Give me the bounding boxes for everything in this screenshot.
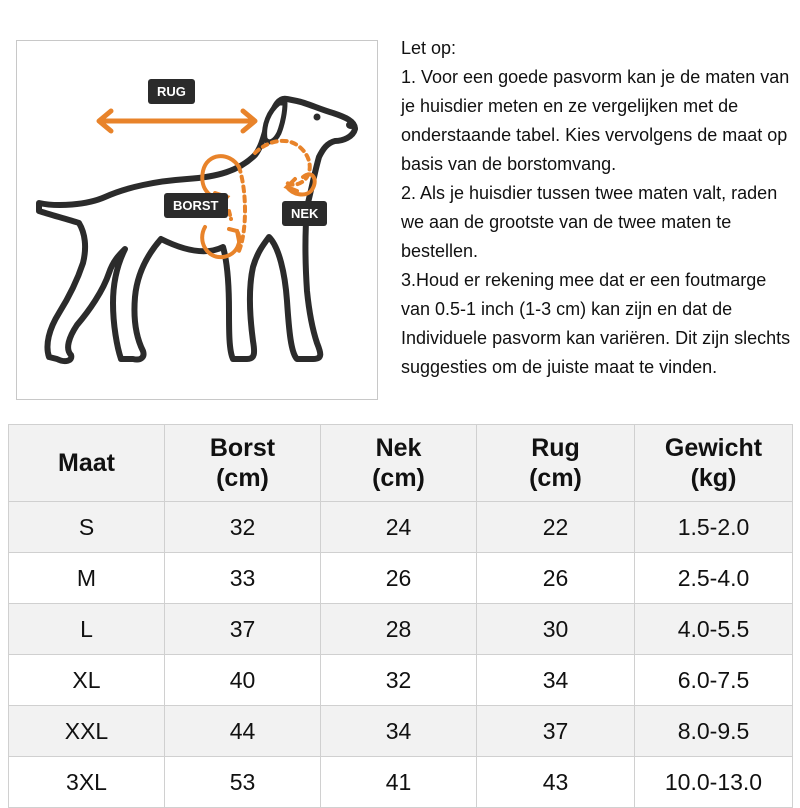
cell-back: 22 [477,502,635,553]
dog-eye [314,114,321,121]
note-item-2: 2. Als je huisdier tussen twee maten valt, raden we aan de grootste van de twee maten te bestellen. [401,183,778,261]
cell-back: 43 [477,757,635,808]
label-neck: NEK [282,201,327,226]
cell-weight: 8.0-9.5 [635,706,793,757]
cell-chest: 40 [165,655,321,706]
cell-chest: 33 [165,553,321,604]
table-row [9,553,793,604]
dog-measurement-diagram [16,40,378,400]
label-chest: BORST [164,193,228,218]
cell-weight: 4.0-5.5 [635,604,793,655]
cell-weight: 2.5-4.0 [635,553,793,604]
table-row [9,502,793,553]
cell-size: XXL [9,706,165,757]
cell-weight: 6.0-7.5 [635,655,793,706]
table-row [9,655,793,706]
cell-back: 37 [477,706,635,757]
note-item-3: 3.Houd er rekening mee dat er een foutmarge van 0.5-1 inch (1-3 cm) kan zijn en dat de Individuele pasvorm kan variëren. Dit zijn slechts suggesties om de juiste maat te vinden. [401,270,791,377]
cell-size: L [9,604,165,655]
header-size: Maat [9,425,165,502]
cell-size: XL [9,655,165,706]
cell-size: 3XL [9,757,165,808]
cell-back: 34 [477,655,635,706]
note-item-1: 1. Voor een goede pasvorm kan je de maten van je huisdier meten en ze vergelijken met de onderstaande tabel. Kies vervolgens de maat op basis van de borstomvang. [401,67,790,174]
header-chest: Borst (cm) [165,425,321,502]
cell-chest: 53 [165,757,321,808]
cell-neck: 32 [321,655,477,706]
table-row [9,604,793,655]
label-back: RUG [148,79,195,104]
size-chart-table [8,424,793,808]
dog-silhouette [39,99,355,361]
header-back: Rug (cm) [477,425,635,502]
table-header-row [9,425,793,502]
cell-weight: 10.0-13.0 [635,757,793,808]
cell-size: M [9,553,165,604]
table-row [9,706,793,757]
back-length-arrow [99,111,255,131]
cell-neck: 28 [321,604,477,655]
cell-chest: 32 [165,502,321,553]
cell-neck: 41 [321,757,477,808]
cell-chest: 37 [165,604,321,655]
cell-neck: 26 [321,553,477,604]
cell-neck: 24 [321,502,477,553]
header-neck: Nek (cm) [321,425,477,502]
notes-heading: Let op: [401,38,457,58]
size-notes [401,34,800,382]
cell-weight: 1.5-2.0 [635,502,793,553]
cell-back: 30 [477,604,635,655]
header-weight: Gewicht (kg) [635,425,793,502]
cell-back: 26 [477,553,635,604]
cell-size: S [9,502,165,553]
cell-neck: 34 [321,706,477,757]
cell-chest: 44 [165,706,321,757]
dog-nose [346,121,356,129]
